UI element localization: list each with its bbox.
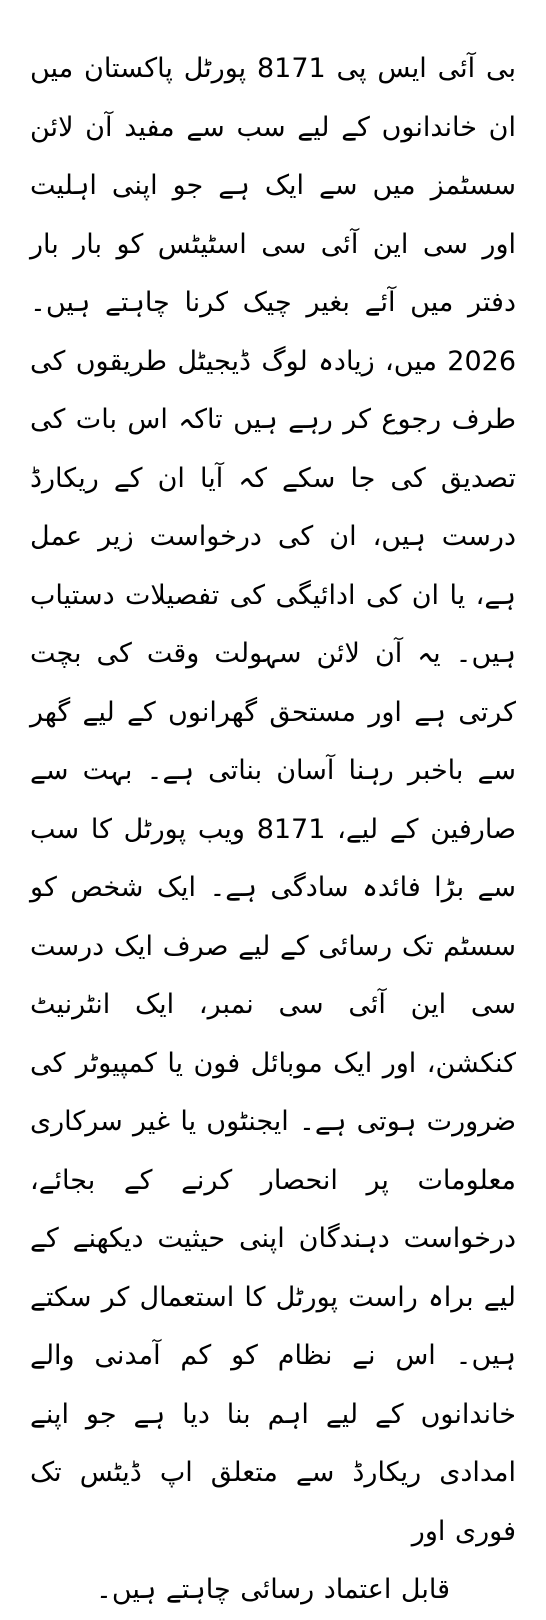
- article-text: [30, 40, 516, 1620]
- article-paragraph-body: بی آئی ایس پی 8171 پورٹل پاکستان میں ان خاندانوں کے لیے سب سے مفید آن لائن سسٹمز میں سے ایک ہے جو اپنی اہلیت اور سی این آئی سی اسٹیٹس کو بار بار دفتر میں آئے بغیر چیک کرنا چاہتے ہیں۔ 2026 میں، زیادہ لوگ ڈیجیٹل طریقوں کی طرف رجوع کر رہے ہیں تاکہ اس بات کی تصدیق کی جا سکے کہ آیا ان کے ریکارڈ درست ہیں، ان کی درخواست زیر عمل ہے، یا ان کی ادائیگی کی تفصیلات دستیاب ہیں۔ یہ آن لائن سہولت وقت کی بچت کرتی ہے اور مستحق گھرانوں کے لیے گھر سے باخبر رہنا آسان بناتی ہے۔ بہت سے صارفین کے لیے، 8171 ویب پورٹل کا سب سے بڑا فائدہ سادگی ہے۔ ایک شخص کو سسٹم تک رسائی کے لیے صرف ایک درست سی این آئی سی نمبر، ایک انٹرنیٹ کنکشن، اور ایک موبائل فون یا کمپیوٹر کی ضرورت ہوتی ہے۔ ایجنٹوں یا غیر سرکاری معلومات پر انحصار کرنے کے بجائے، درخواست دہندگان اپنی حیثیت دیکھنے کے لیے براہ راست پورٹل کا استعمال کر سکتے ہیں۔ اس نے نظام کو کم آمدنی والے خاندانوں کے لیے اہم بنا دیا ہے جو اپنے امدادی ریکارڈ سے متعلق اپ ڈیٹس تک فوری اور: [30, 53, 516, 1547]
- article-paragraph-ending: قابل اعتماد رسائی چاہتے ہیں۔: [96, 1574, 450, 1605]
